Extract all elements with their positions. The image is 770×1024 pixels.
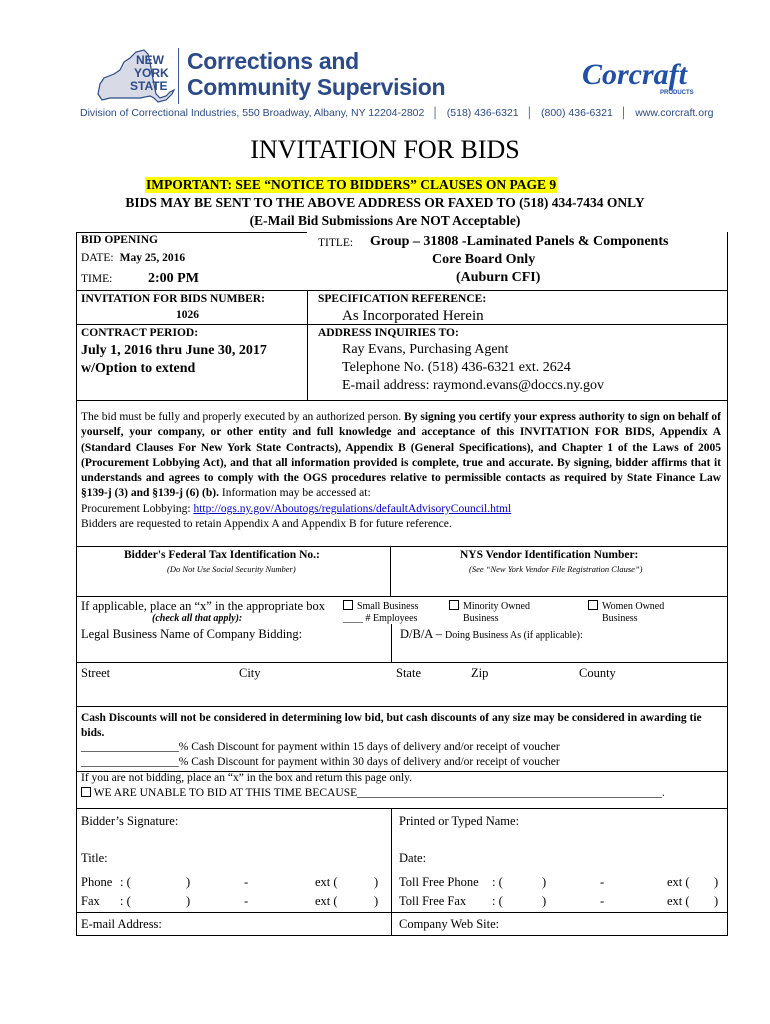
inquiries-phone: Telephone No. (518) 436-6321 ext. 2624: [342, 360, 571, 375]
corcraft-logo-text: Corcraft: [582, 58, 687, 91]
title-label: TITLE:: [318, 237, 354, 249]
tax-id-label: Bidder's Federal Tax Identification No.:: [124, 549, 320, 561]
toll-free-fax-label: Toll Free Fax: [399, 894, 467, 908]
address-text: Division of Correctional Industries, 550 Broadway, Albany, NY 12204-2802: [80, 107, 425, 119]
rule: [307, 290, 308, 400]
page-title: INVITATION FOR BIDS: [250, 135, 520, 164]
email-note: (E-Mail Bid Submissions Are NOT Acceptable): [249, 213, 521, 228]
toll-free-phone-ext: ext (: [667, 875, 690, 889]
minority-owned-label: Minority Owned: [463, 601, 530, 612]
legal-paragraph: [81, 410, 721, 532]
toll-free-phone-dash: -: [600, 875, 605, 889]
fax-ext-close: ): [374, 894, 379, 908]
rule: [76, 290, 728, 291]
rule: [76, 596, 728, 597]
legal-name-label: Legal Business Name of Company Bidding:: [81, 627, 303, 641]
vendor-id-label: NYS Vendor Identification Number:: [460, 549, 639, 561]
rule: [391, 808, 392, 935]
toll-free-phone-label: Toll Free Phone: [399, 875, 479, 889]
date-label: DATE:: [81, 252, 114, 264]
street-label: Street: [81, 666, 111, 680]
rule: [76, 935, 728, 936]
rule: [76, 546, 728, 547]
rule: [390, 546, 391, 596]
retain-note: Bidders are requested to retain Appendix A and Appendix B for future reference.: [81, 518, 452, 531]
contract-period-line1: July 1, 2016 thru June 30, 2017: [81, 343, 267, 358]
minority-owned-option[interactable]: [449, 600, 530, 612]
phone-dash: -: [244, 875, 249, 889]
time-label: TIME:: [81, 273, 113, 285]
unable-to-bid-checkbox[interactable]: [81, 787, 91, 797]
corcraft-logo: [578, 54, 698, 98]
title-line1: Group – 31808 -Laminated Panels & Components: [370, 234, 669, 249]
fax-open: : (: [120, 894, 131, 908]
time-value: 2:00 PM: [148, 271, 199, 286]
not-bidding-note: If you are not bidding, place an “x” in the box and return this page only.: [81, 772, 413, 784]
vendor-id-note: (See “New York Vendor File Registration Clause”): [469, 564, 643, 574]
important-notice: IMPORTANT: SEE “NOTICE TO BIDDERS” CLAUSES ON PAGE 9: [146, 177, 557, 192]
title-line3: (Auburn CFI): [456, 270, 541, 285]
women-business-label: Business: [602, 613, 638, 624]
title-line2: Core Board Only: [432, 252, 536, 267]
website-text: www.corcraft.org: [635, 107, 714, 119]
rule: [76, 400, 728, 401]
ny-logo-word: STATE: [130, 79, 168, 93]
rule: [391, 624, 392, 662]
cash-discount-30[interactable]: _________________% Cash Discount for payment within 30 days of delivery and/or receipt of voucher: [81, 756, 560, 768]
employees-field[interactable]: ____ # Employees: [343, 613, 418, 624]
spec-ref-value: As Incorporated Herein: [342, 308, 484, 324]
printed-name-label: Printed or Typed Name:: [399, 814, 520, 828]
women-owned-label: Women Owned: [602, 601, 665, 612]
phone-ext-close: ): [374, 875, 379, 889]
toll-free-fax-open: : (: [492, 894, 503, 908]
zip-label: Zip: [471, 666, 489, 680]
small-business-checkbox[interactable]: [343, 600, 353, 610]
signature-label: Bidder’s Signature:: [81, 814, 179, 828]
legal-plain: The bid must be fully and properly executed by an authorized person.: [81, 411, 405, 423]
company-website-label: Company Web Site:: [399, 917, 500, 931]
state-label: State: [396, 666, 421, 680]
spec-ref-label: SPECIFICATION REFERENCE:: [318, 293, 487, 305]
inquiries-name: Ray Evans, Purchasing Agent: [342, 342, 509, 357]
dept-title-line1: Corrections and: [187, 48, 359, 74]
dba-note: Doing Business As (if applicable):: [445, 630, 583, 641]
title-field-label: Title:: [81, 851, 108, 865]
rule: [76, 232, 307, 233]
toll-free-fax-ext: ext (: [667, 894, 690, 908]
toll-free-fax-dash: -: [600, 894, 605, 908]
phone-label: Phone: [81, 875, 113, 889]
toll-free-phone-open: : (: [492, 875, 503, 889]
ny-logo-word: NEW: [136, 53, 164, 67]
fax-close: ): [186, 894, 191, 908]
minority-owned-checkbox[interactable]: [449, 600, 459, 610]
small-business-label: Small Business: [357, 601, 419, 612]
ifb-number-label: INVITATION FOR BIDS NUMBER:: [81, 293, 265, 305]
inquiries-label: ADDRESS INQUIRIES TO:: [318, 327, 459, 339]
address-line: Division of Correctional Industries, 550 Broadway, Albany, NY 12204-2802 │ (518) 436-6321 │ (800) 436-6321 │ www.corcraft.org: [80, 107, 714, 119]
corcraft-logo-sub: PRODUCTS: [660, 90, 694, 96]
contract-period-label: CONTRACT PERIOD:: [81, 327, 199, 339]
cash-discount-note: Cash Discounts will not be considered in determining low bid, but cash discounts of any size may be considered in awarding tie bids.: [81, 712, 702, 739]
toll-free-phone-close: ): [542, 875, 547, 889]
contract-period-line2: w/Option to extend: [81, 361, 196, 376]
tax-id-note: (Do Not Use Social Security Number): [167, 564, 296, 574]
ny-logo-word: YORK: [134, 66, 169, 80]
unable-to-bid-label[interactable]: WE ARE UNABLE TO BID AT THIS TIME BECAUSE_____________________________________________________.: [93, 787, 665, 799]
toll-free-fax-close: ): [542, 894, 547, 908]
check-all-note: (check all that apply):: [152, 613, 243, 624]
fax-dash: -: [244, 894, 249, 908]
rule: [76, 662, 728, 663]
lobbying-link[interactable]: http://ogs.ny.gov/Aboutogs/regulations/defaultAdvisoryCouncil.html: [193, 502, 512, 515]
email-address-label: E-mail Address:: [81, 917, 162, 931]
phone-text: (518) 436-6321: [446, 107, 519, 119]
fax-instruction: BIDS MAY BE SENT TO THE ABOVE ADDRESS OR FAXED TO (518) 434-7434 ONLY: [125, 195, 645, 210]
logo-divider: [178, 48, 179, 104]
bid-opening-label: BID OPENING: [81, 234, 158, 246]
women-owned-option[interactable]: [588, 600, 664, 612]
fax-label: Fax: [81, 894, 100, 908]
date-value: May 25, 2016: [119, 252, 186, 264]
city-label: City: [239, 666, 261, 680]
date-field-label: Date:: [399, 851, 427, 865]
cash-discount-15[interactable]: _________________% Cash Discount for payment within 15 days of delivery and/or receipt of voucher: [81, 741, 560, 753]
applicable-label: If applicable, place an “x” in the appropriate box: [81, 599, 325, 613]
phone-close: ): [186, 875, 191, 889]
toll-free-phone-ext-close: ): [714, 875, 719, 889]
phone-ext: ext (: [315, 875, 338, 889]
ny-state-logo: [90, 44, 185, 108]
dept-title-line2: Community Supervision: [187, 74, 446, 100]
toll-free-fax-ext-close: ): [714, 894, 719, 908]
phone-open: : (: [120, 875, 131, 889]
minority-business-label: Business: [463, 613, 499, 624]
legal-bold: By signing you certify your express authority to sign on behalf of yourself, your company, or other entity and full knowledge and acceptance of this INVITATION FOR BIDS, Appendix A (Standard Clauses For New York State Contracts), Appendix B (General Specifications), and Chapter 1 of the Laws of 2005 (Procurement Lobbying Act), and that all information provided is complete, true and accurate. By signing, bidder affirms that it understands and agrees to comply with the OGS procedures relative to permissible contacts as required by State Finance Law §139-j (3) and §139-j (6) (b).: [81, 411, 721, 500]
small-business-option[interactable]: [343, 600, 418, 612]
legal-tail: Information may be accessed at:: [218, 487, 371, 500]
tollfree-text: (800) 436-6321: [541, 107, 613, 119]
county-label: County: [579, 666, 616, 680]
dba-label: D/B/A –: [400, 627, 443, 641]
women-owned-checkbox[interactable]: [588, 600, 598, 610]
inquiries-email: E-mail address: raymond.evans@doccs.ny.gov: [342, 378, 604, 393]
lobbying-label: Procurement Lobbying:: [81, 502, 194, 515]
ifb-number-value: 1026: [176, 309, 199, 321]
fax-ext: ext (: [315, 894, 338, 908]
rule: [76, 808, 728, 809]
rule: [76, 912, 728, 913]
rule: [727, 232, 728, 936]
rule: [76, 706, 728, 707]
rule: [76, 232, 77, 936]
